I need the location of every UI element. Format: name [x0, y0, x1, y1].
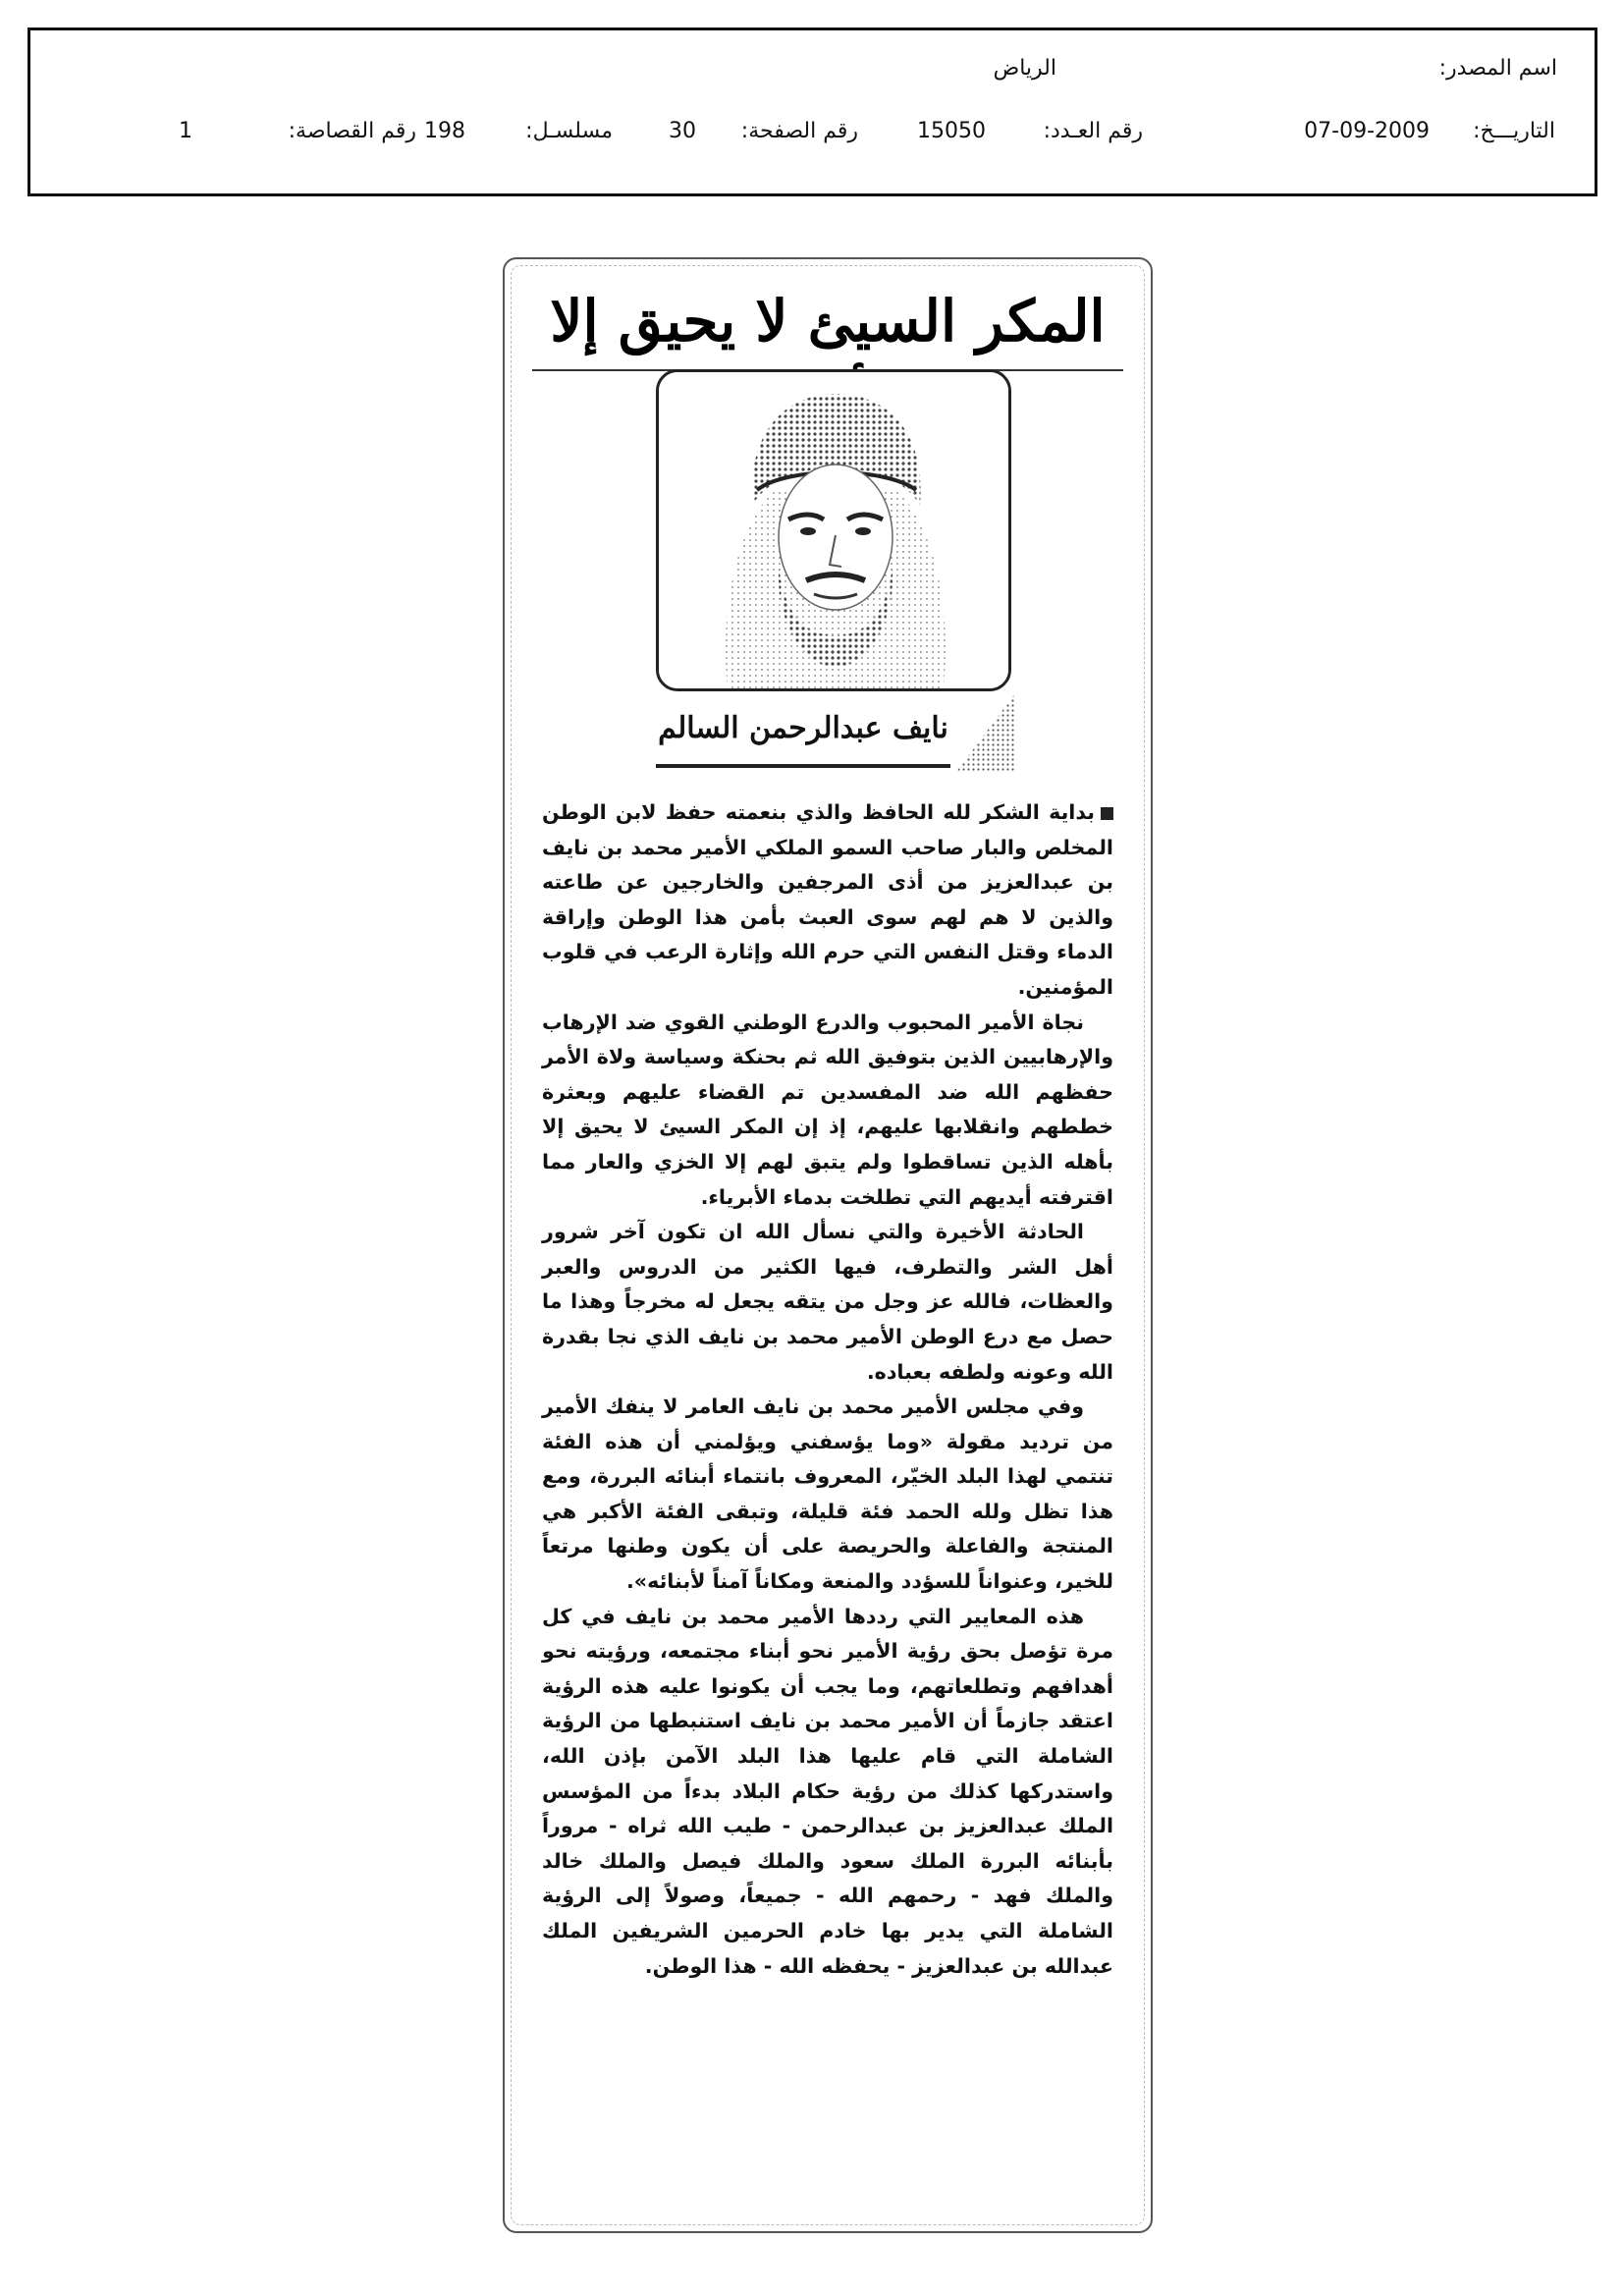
- author-photo: [656, 369, 1011, 691]
- newspaper-clipping: [503, 257, 1153, 2233]
- serial-label: مسلسـل:: [525, 119, 613, 143]
- serial-value: 198: [424, 119, 465, 143]
- clipping-number-value: 1: [179, 119, 192, 143]
- article-paragraph: هذه المعايير التي رددها الأمير محمد بن نايف في كل مرة تؤصل بحق رؤية الأمير نحو أبناء مجتمعه، ورؤيته نحو أهدافهم وتطلعاتهم، وما يجب أن يكونوا عليه هذه الرؤية اعتقد جازماً أن الأمير محمد بن نايف استنبطها من الرؤية الشاملة التي قام عليها هذا البلد الآمن بإذن الله، واستدركها كذلك من رؤية حكام البلاد بدءاً من المؤسس الملك عبدالعزيز بن عبدالرحمن - طيب الله ثراه - مروراً بأبنائه البررة الملك سعود والملك فيصل والملك خالد والملك فهد - رحمهم الله - جميعاً، وصولاً إلى الرؤية الشاملة التي يدير بها خادم الحرمين الشريفين الملك عبدالله بن عبدالعزيز - يحفظه الله - هذا الوطن.: [542, 1604, 1113, 1978]
- date-label: التاريـــخ:: [1473, 119, 1555, 143]
- clipping-number-label: رقم القصاصة:: [288, 119, 416, 143]
- source-label: اسم المصدر:: [1438, 56, 1557, 81]
- issue-label: رقم العـدد:: [1043, 119, 1143, 143]
- issue-value: 15050: [917, 119, 986, 143]
- date-value: 07-09-2009: [1304, 119, 1430, 143]
- square-bullet-icon: [1101, 807, 1113, 820]
- page-value: 30: [669, 119, 696, 143]
- article-paragraph: نجاة الأمير المحبوب والدرع الوطني القوي ضد الإرهاب والإرهابيين الذين بتوفيق الله ثم بحنكة وسياسة ولاة الأمر حفظهم الله ضد المفسدين تم القضاء عليهم وبعثرة خططهم وانقلابها عليهم، إذ إن المكر السيئ لا يحيق إلا بأهله الذين تساقطوا ولم يتبق لهم إلا الخزي والعار مما اقترفته أيديهم التي تطلخت بدماء الأبرياء.: [542, 1010, 1113, 1209]
- article-headline: المكر السيئ لا يحيق إلا: [550, 288, 1106, 355]
- article-paragraph: بداية الشكر لله الحافظ والذي بنعمته حفظ لابن الوطن المخلص والبار صاحب السمو الملكي الأمير محمد بن نايف بن عبدالعزيز من أذى المرجفين والخارجين عن طاعته والذين لا هم لهم سوى العبث بأمن هذا الوطن وإراقة الدماء وقتل النفس التي حرم الله وإثارة الرعب في قلوب المؤمنين.: [542, 800, 1113, 999]
- article-paragraph: الحادثة الأخيرة والتي نسأل الله ان تكون آخر شرور أهل الشر والتطرف، فيها الكثير من الدروس والعبر والعظات، فالله عز وجل من يتقه يجعل له مخرجاً وهذا ما حصل مع درع الوطن الأمير محمد بن نايف الذي نجا بقدرة الله وعونه ولطفه بعباده.: [542, 1220, 1113, 1384]
- article-paragraph: وفي مجلس الأمير محمد بن نايف العامر لا ينفك الأمير من ترديد مقولة «وما يؤسفني ويؤلمني أن هذه الفئة تنتمي لهذا البلد الخيّر، المعروف بانتماء أبنائه البررة، ومع هذا تظل ولله الحمد فئة قليلة، وتبقى الفئة الأكبر هي المنتجة والفاعلة والحريصة على أن يكون وطنها مرتعاً للخير، وعنواناً للسؤدد والمنعة ومكاناً آمناً لأبنائه».: [542, 1394, 1113, 1594]
- decorative-pattern-icon: [956, 693, 1015, 772]
- article-body: [542, 795, 1113, 2202]
- author-portrait-image: [659, 372, 1008, 688]
- page-label: رقم الصفحة:: [740, 119, 858, 143]
- source-value: الرياض: [993, 56, 1056, 81]
- author-block: [656, 369, 1011, 762]
- author-name: نايف عبدالرحمن السالم: [658, 711, 948, 745]
- clipping-header: [27, 27, 1597, 196]
- byline-underline: [656, 764, 950, 768]
